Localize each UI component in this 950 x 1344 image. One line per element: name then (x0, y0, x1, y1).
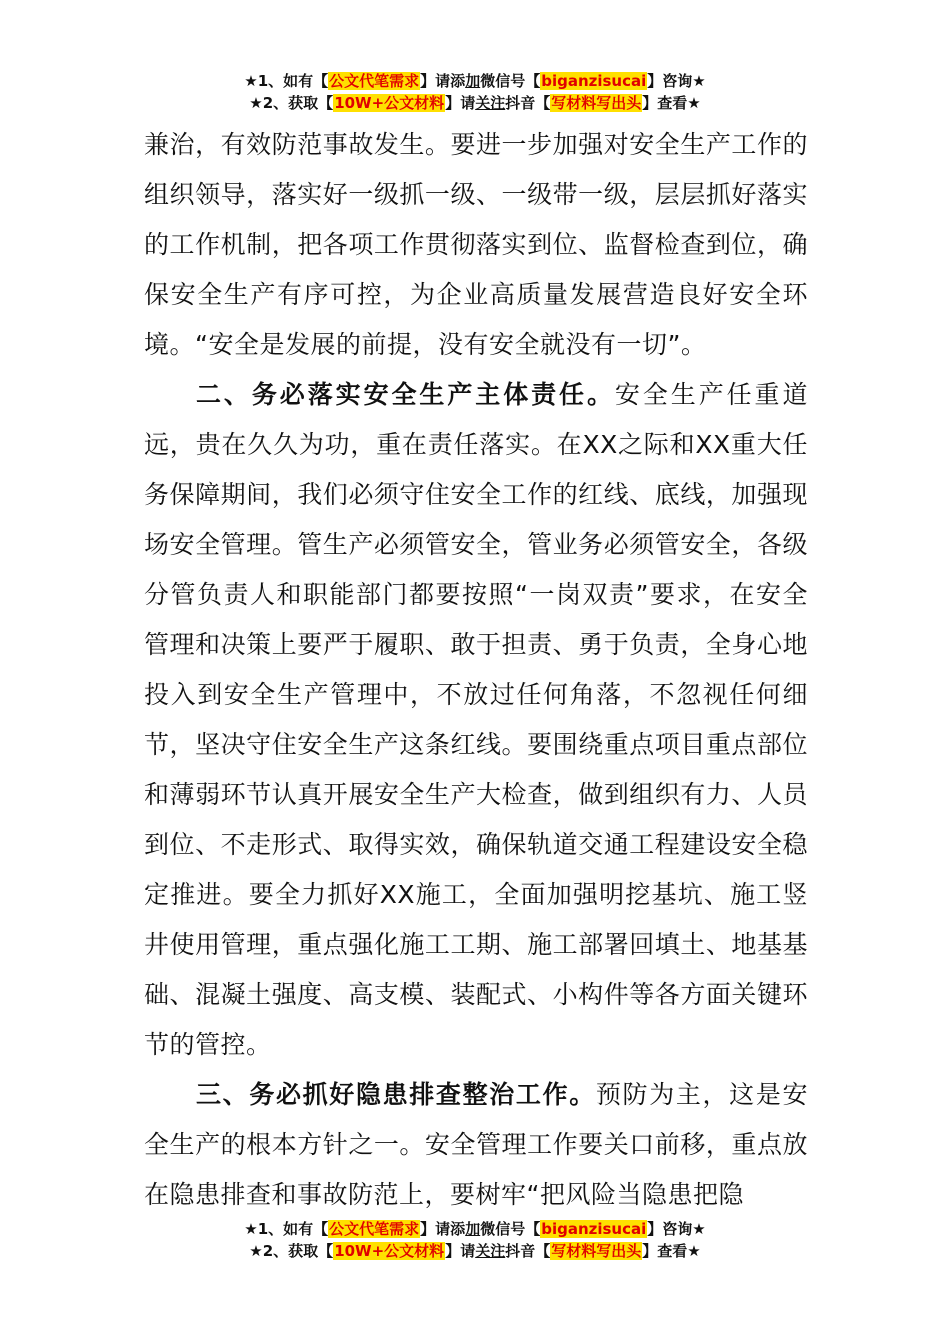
promo-highlight: 写材料写出头 (551, 1242, 642, 1260)
promo-highlight: biganzisucai (541, 1220, 647, 1238)
promo-text: ★1、如有【 (244, 1220, 329, 1238)
promo-highlight: biganzisucai (541, 72, 647, 90)
section-heading-3: 三、务必抓好隐患排查整治工作。 (196, 1080, 596, 1109)
promo-text: 抖音【 (505, 94, 551, 112)
document-body (144, 120, 808, 1220)
section-heading-2: 二、务必落实安全生产主体责任。 (196, 380, 615, 409)
paragraph-1: 兼治，有效防范事故发生。要进一步加强对安全生产工作的组织领导，落实好一级抓一级、一级带一级，层层抓好落实的工作机制，把各项工作贯彻落实到位、监督检查到位，确保安全生产有序可控，为企业高质量发展营造良好安全环境。“安全是发展的前提，没有安全就没有一切”。 (144, 130, 808, 359)
promo-highlight: 10W+公文材料 (334, 1242, 445, 1260)
promo-highlight: 公文代笔需求 (329, 72, 420, 90)
promo-text: 】查看★ (642, 94, 701, 112)
promo-line-1 (0, 1218, 950, 1240)
promo-text: ★2、获取【 (249, 1242, 334, 1260)
promo-emphasis: 关注 (475, 1242, 506, 1260)
paragraph-3-text: 预防为主，这是安全生产的根本方针之一。安全管理工作要关口前移，重点放在隐患排查和事故防范上，要树牢“把风险当隐患把隐 (144, 1080, 808, 1209)
promo-text: 微信号【 (480, 72, 541, 90)
promo-emphasis: 关注 (475, 94, 506, 112)
promo-text: ★2、获取【 (249, 94, 334, 112)
promo-text: 】请添 (420, 1220, 466, 1238)
promo-footer (0, 1218, 950, 1262)
promo-line-2 (0, 92, 950, 114)
promo-text: 微信号【 (480, 1220, 541, 1238)
promo-text: 】请 (445, 94, 476, 112)
promo-text: 】咨询★ (647, 1220, 706, 1238)
promo-line-2 (0, 1240, 950, 1262)
promo-text: ★1、如有【 (244, 72, 329, 90)
promo-text: 】查看★ (642, 1242, 701, 1260)
promo-text: 抖音【 (505, 1242, 551, 1260)
promo-text: 】请 (445, 1242, 476, 1260)
promo-emphasis: 加 (465, 72, 481, 90)
promo-emphasis: 加 (465, 1220, 481, 1238)
paragraph-2 (144, 370, 808, 1070)
promo-text: 】咨询★ (647, 72, 706, 90)
promo-text: 】请添 (420, 72, 466, 90)
paragraph-3 (144, 1070, 808, 1220)
promo-header (0, 70, 950, 114)
promo-highlight: 10W+公文材料 (334, 94, 445, 112)
paragraph-2-text: 安全生产任重道远，贵在久久为功，重在责任落实。在XX之际和XX重大任务保障期间，我们必须守住安全工作的红线、底线，加强现场安全管理。管生产必须管安全，管业务必须管安全，各级分管负责人和职能部门都要按照“一岗双责”要求，在安全管理和决策上要严于履职、敢于担责、勇于负责，全身心地投入到安全生产管理中，不放过任何角落，不忽视任何细节，坚决守住安全生产这条红线。要围绕重点项目重点部位和薄弱环节认真开展安全生产大检查，做到组织有力、人员到位、不走形式、取得实效，确保轨道交通工程建设安全稳定推进。要全力抓好XX施工，全面加强明挖基坑、施工竖井使用管理，重点强化施工工期、施工部署回填土、地基基础、混凝土强度、高支模、装配式、小构件等各方面关键环节的管控。 (144, 380, 808, 1059)
promo-highlight: 公文代笔需求 (329, 1220, 420, 1238)
promo-highlight: 写材料写出头 (551, 94, 642, 112)
promo-line-1 (0, 70, 950, 92)
